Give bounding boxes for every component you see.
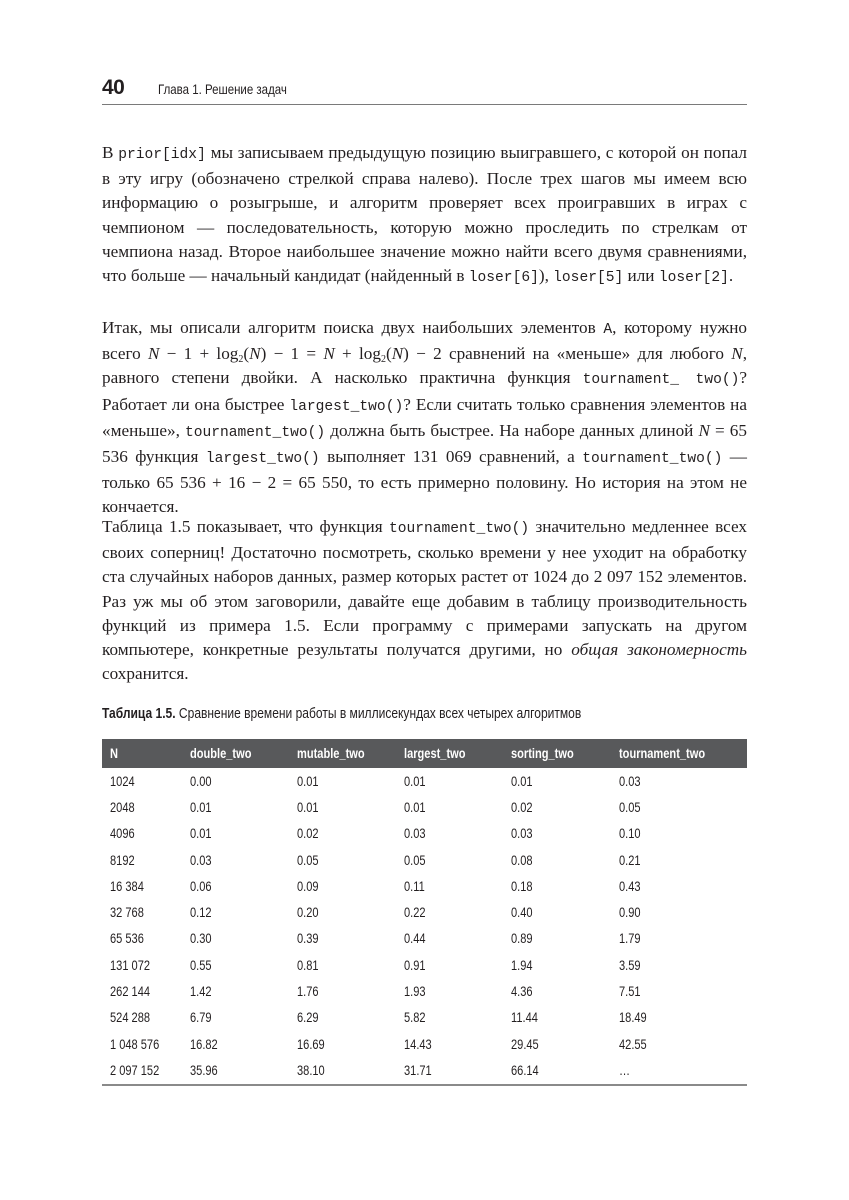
table-row [102,873,747,899]
cell-value: 0.01 [190,826,212,842]
inline-code: tournament_two() [184,424,326,441]
column-header-label: mutable_two [297,746,365,761]
cell-value: 1024 [110,773,135,789]
cell-value: 0.43 [619,878,641,894]
cell-value: 1 048 576 [110,1036,160,1052]
cell-time [182,1005,289,1031]
cell-time [503,978,611,1004]
cell-time [396,1057,503,1084]
inline-code: tournament_ two() [582,372,740,389]
cell-value: 42.55 [619,1036,647,1052]
timing-table [102,739,747,1086]
cell-time [503,768,611,794]
text-run: — только 65 536 + 16 − 2 = 65 550, то есть примерно половину. Но история на этом не кончается. [102,447,747,517]
cell-value: 38.10 [297,1062,325,1078]
cell-value: 0.20 [297,905,319,921]
cell-time [611,768,747,794]
cell-n [102,847,182,873]
cell-time [289,952,396,978]
cell-time [289,873,396,899]
cell-time [182,1057,289,1084]
cell-time [611,847,747,873]
cell-n [102,794,182,820]
paragraph-3 [102,515,747,686]
cell-time [182,768,289,794]
table-row [102,794,747,820]
cell-time [396,821,503,847]
cell-value: 0.02 [511,799,533,815]
inline-code: tournament_two() [582,451,723,468]
cell-time [396,873,503,899]
paragraph-1 [102,141,747,290]
cell-time [611,821,747,847]
inline-code: largest_two() [289,398,404,415]
column-header-label: N [110,746,118,761]
text-run: − 1 + log [159,344,239,364]
table-row [102,926,747,952]
cell-value: 0.03 [190,852,212,868]
cell-value: 4096 [110,826,135,842]
cell-time [503,821,611,847]
cell-time [396,952,503,978]
math-variable: N [249,344,261,364]
column-header-largest-two [396,739,503,768]
text-run: + log [334,344,381,364]
cell-value: 0.89 [511,931,533,947]
table-row [102,1005,747,1031]
inline-code: largest_two() [205,451,320,468]
text-run: значительно медленнее всех своих соперниц! Достаточно посмотреть, сколько времени у нее уходит на обработку ста случайных наборов данных, размер которых растет от 1024 до 2 097 152 элементов. Раз уж мы об этом заговорили, давайте еще добавим в таблицу производительность функций из примера 1.5. Если программу с примерами запускать на другом компьютере, конкретные результаты получатся другими, но [102,517,747,660]
emphasis: общая закономерность [571,640,747,660]
cell-time [289,899,396,925]
text-run: , которому нужно всего [102,318,747,364]
cell-time [611,1057,747,1084]
cell-time [611,794,747,820]
cell-time [611,952,747,978]
cell-n [102,978,182,1004]
cell-time [289,1031,396,1057]
inline-code: loser[2] [658,270,729,287]
cell-value: 0.01 [297,773,319,789]
text-run: Таблица 1.5 показывает, что функция [102,517,389,536]
table-row [102,952,747,978]
cell-value: 31.71 [404,1062,432,1078]
cell-time [182,899,289,925]
cell-time [289,794,396,820]
cell-value: 32 768 [110,905,144,921]
cell-value: 6.29 [297,1010,319,1026]
table-caption [102,706,581,722]
cell-value: 0.22 [404,905,426,921]
cell-value: 18.49 [619,1010,647,1026]
column-header-label: double_two [190,746,252,761]
cell-value: 524 288 [110,1010,151,1026]
cell-value: 0.90 [619,905,641,921]
text-run: . [728,266,734,286]
cell-value: 0.91 [404,957,426,973]
table-row [102,1031,747,1057]
cell-value: 131 072 [110,957,151,973]
cell-time [503,873,611,899]
cell-value: 1.94 [511,957,533,973]
text-run: ), [538,266,554,286]
table-caption-text: Сравнение времени работы в миллисекундах всех четырех алгоритмов [175,706,582,722]
cell-time [289,926,396,952]
running-head: Глава 1. Решение задач [158,81,287,97]
cell-time [289,768,396,794]
cell-time [503,952,611,978]
column-header-double-two [182,739,289,768]
cell-value: 0.55 [190,957,212,973]
paragraph-2 [102,316,747,520]
cell-value: 11.44 [511,1010,538,1026]
cell-time [611,873,747,899]
cell-value: 0.09 [297,878,319,894]
cell-value: 65 536 [110,931,144,947]
cell-value: 0.03 [511,826,533,842]
cell-value: 0.81 [297,957,319,973]
cell-value: 16.82 [190,1036,218,1052]
math-variable: N [391,344,404,364]
cell-time [396,978,503,1004]
subscript: 2 [380,354,386,366]
table-row [102,899,747,925]
cell-time [182,794,289,820]
cell-value: 0.40 [511,905,533,921]
cell-time [503,1005,611,1031]
cell-value: 16 384 [110,878,144,894]
math-variable: N [698,420,710,440]
cell-time [182,952,289,978]
table-row [102,1057,747,1084]
cell-time [289,847,396,873]
text-run: ( [243,344,250,364]
inline-code: tournament_two() [388,521,530,537]
column-header-tournament-two [611,739,747,768]
cell-n [102,821,182,847]
text-run: Итак, мы описали алгоритм поиска двух наибольших элементов [102,318,604,337]
text-run: ? Работает ли она быстрее [102,368,747,414]
column-header-label: tournament_two [619,746,706,761]
cell-value: 0.44 [404,931,426,947]
cell-time [503,899,611,925]
cell-value: 2048 [110,799,135,815]
cell-n [102,768,182,794]
cell-time [503,794,611,820]
text-run: ( [385,344,392,364]
cell-time [289,978,396,1004]
cell-value: 6.79 [190,1010,212,1026]
table-row [102,847,747,873]
table-row [102,821,747,847]
page-header [102,76,746,104]
text-run: выполняет 131 069 сравнений, а [319,447,583,467]
cell-time [289,1005,396,1031]
cell-value: 5.82 [404,1010,426,1026]
subscript: 2 [238,354,244,366]
cell-value: 0.30 [190,931,212,947]
cell-time [503,1057,611,1084]
cell-n [102,1005,182,1031]
math-variable: N [147,344,160,364]
cell-time [503,926,611,952]
table-row [102,978,747,1004]
cell-value: 4.36 [511,984,533,1000]
cell-n [102,1057,182,1084]
cell-value: 1.76 [297,984,319,1000]
cell-value: 7.51 [619,984,641,1000]
cell-n [102,1031,182,1057]
cell-value: 0.18 [511,878,533,894]
cell-value: 29.45 [511,1036,539,1052]
table-header-row [102,739,747,768]
cell-value: 0.03 [619,773,641,789]
cell-value: 0.01 [190,799,212,815]
cell-value: 0.01 [297,799,319,815]
cell-time [396,847,503,873]
cell-value: 0.08 [511,852,533,868]
cell-time [396,768,503,794]
cell-value: 3.59 [619,957,641,973]
text-run: В [102,143,119,162]
cell-value: 0.01 [404,773,426,789]
cell-time [611,978,747,1004]
cell-n [102,899,182,925]
cell-time [611,926,747,952]
cell-value: 0.12 [190,905,212,921]
cell-value: 2 097 152 [110,1062,160,1078]
text-run: или [623,266,659,286]
cell-value: 8192 [110,852,135,868]
cell-value: 1.42 [190,984,212,1000]
cell-value: 0.02 [297,826,319,842]
cell-time [182,926,289,952]
math-variable: N [731,344,743,364]
cell-value: 35.96 [190,1062,218,1078]
cell-value: 262 144 [110,984,151,1000]
cell-value: 66.14 [511,1062,539,1078]
cell-time [396,899,503,925]
inline-code: prior[idx] [118,147,206,163]
cell-value: 0.21 [619,852,641,868]
cell-time [182,821,289,847]
cell-value: 0.03 [404,826,426,842]
column-header-n [102,739,182,768]
cell-n [102,952,182,978]
cell-time [396,926,503,952]
cell-value: 0.01 [511,773,533,789]
cell-time [182,978,289,1004]
inline-code: loser[5] [553,270,624,287]
cell-time [503,1031,611,1057]
cell-time [289,1057,396,1084]
text-run: ) − 1 = [260,344,324,364]
inline-code: loser[6] [468,270,539,287]
cell-time [182,1031,289,1057]
math-variable: N [323,344,335,364]
text-run: , равного степени двойки. А насколько практична функция [102,344,747,388]
cell-value: 0.39 [297,931,319,947]
cell-time [611,1005,747,1031]
cell-n [102,926,182,952]
text-run: должна быть быстрее. На наборе данных длиной [325,420,699,440]
column-header-label: sorting_two [511,746,574,761]
cell-time [289,821,396,847]
text-run: ) − 2 сравнений на «меньше» для любого [403,344,732,364]
cell-time [611,1031,747,1057]
cell-value: 0.00 [190,773,212,789]
text-run: мы записываем предыдущую позицию выигравшего, с которой он попал в эту игру (обозначено стрелкой справа налево). После трех шагов мы имеем всю информацию о розыгрыше, и алгоритм проверяет всех проигравших в играх с чемпионом — последовательность, которую можно проследить по стрелкам от чемпиона назад. Второе наибольшее значение можно найти всего двумя сравнениями, что больше — начальный кандидат (найденный в [102,143,748,286]
cell-time [182,847,289,873]
inline-code: A [603,322,613,338]
cell-value: 1.79 [619,931,641,947]
text-run: сохранится. [102,664,189,684]
column-header-sorting-two [503,739,611,768]
cell-time [611,899,747,925]
cell-value: 0.05 [619,799,641,815]
text-run: = 65 536 функция [102,420,747,467]
cell-value: 0.06 [190,878,212,894]
header-rule [102,104,747,105]
cell-time [396,1005,503,1031]
page-number: 40 [102,76,125,99]
column-header-label: largest_two [404,746,466,761]
table-row [102,768,747,794]
text-run: ? Если считать только сравнения элементов на «меньше», [102,394,747,440]
cell-value: … [619,1062,631,1078]
cell-value: 1.93 [404,984,426,1000]
cell-time [396,794,503,820]
cell-value: 14.43 [404,1036,432,1052]
cell-value: 0.05 [297,852,319,868]
cell-time [503,847,611,873]
cell-time [396,1031,503,1057]
cell-time [182,873,289,899]
cell-value: 0.10 [619,826,641,842]
column-header-mutable-two [289,739,396,768]
cell-value: 0.11 [404,878,425,894]
cell-value: 0.01 [404,799,426,815]
cell-value: 0.05 [404,852,426,868]
table-caption-label: Таблица 1.5. [102,706,176,722]
cell-value: 16.69 [297,1036,325,1052]
cell-n [102,873,182,899]
